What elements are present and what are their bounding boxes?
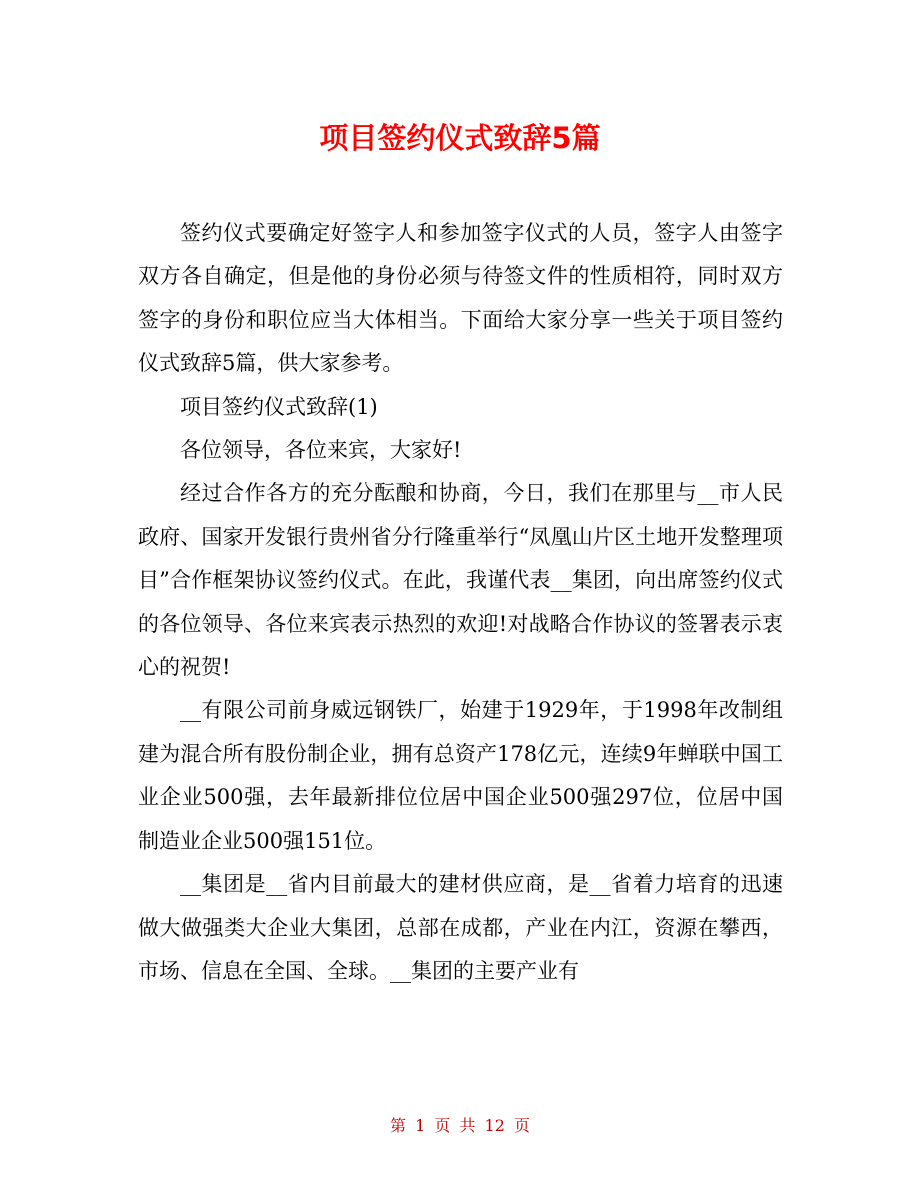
paragraph-greeting: 各位领导，各位来宾，大家好! (180, 438, 462, 463)
paragraph-intro: 签约仪式要确定好签字人和参加签字仪式的人员，签字人由签字双方各自确定，但是他的身份必须与待签文件的性质相符，同时双方签字的身份和职位应当大体相当。下面给大家分享一些关于项目签约仪式致辞5篇，供大家参考。 (138, 221, 783, 376)
paragraph-signing: 经过合作各方的充分酝酿和协商，今日，我们在那里与__市人民政府、国家开发银行贵州省分行隆重举行“凤凰山片区土地开发整理项目”合作框架协议签约仪式。在此，我谨代表__集团，向出席签约仪式的各位领导、各位来宾表示热烈的欢迎!对战略合作协议的签署表示衷心的祝贺! (138, 481, 783, 680)
page-number: 第 1 页 共 12 页 (390, 1116, 530, 1135)
paragraph-company-history: __有限公司前身威远钢铁厂，始建于1929年，于1998年改制组建为混合所有股份制企业，拥有总资产178亿元，连续9年蝉联中国工业企业500强，去年最新排位位居中国企业500强297位，位居中国制造业企业500强151位。 (138, 698, 783, 853)
document-body (138, 212, 783, 993)
paragraph-group-overview: __集团是__省内目前最大的建材供应商，是__省着力培育的迅速做大做强类大企业大集团，总部在成都，产业在内江，资源在攀西，市场、信息在全国、全球。__集团的主要产业有 (138, 872, 783, 983)
document-title: 项目签约仪式致辞5篇 (319, 121, 601, 155)
paragraph-section-heading: 项目签约仪式致辞(1) (180, 394, 378, 419)
